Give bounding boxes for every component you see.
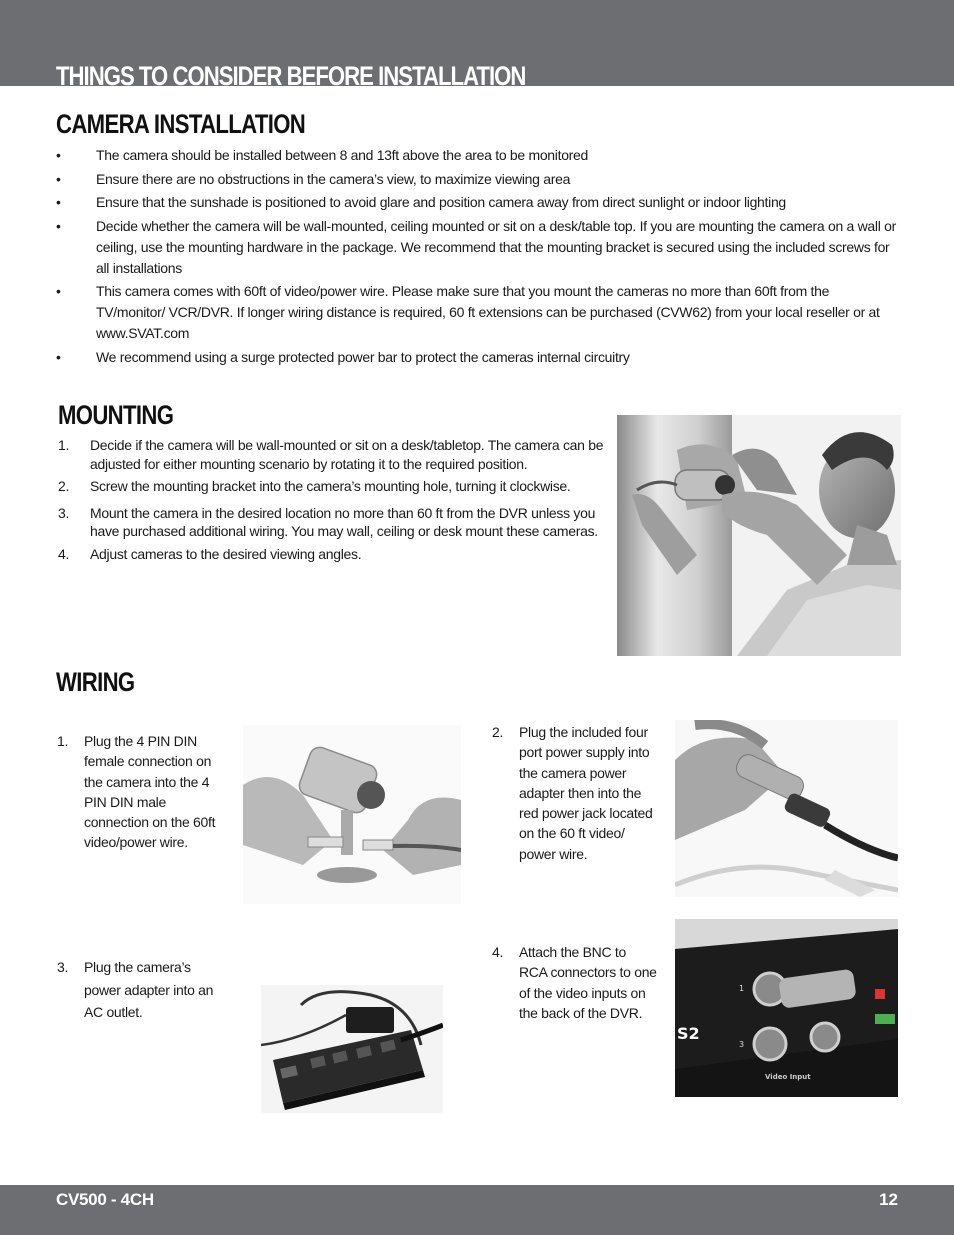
wiring-step-4: 4. Attach the BNC to RCA connectors to one of the video inputs on the back of the DVR. [492, 944, 657, 1021]
wiring-step-3: 3. Plug the camera’s power adapter into an AC outlet. [57, 959, 214, 1020]
list-item: • This camera comes with 60ft of video/power wire. Please make sure that you mount the cameras no more than 60ft from the TV/monitor/ VCR/DVR. If longer wiring distance is required, 60 ft extensions can be purchased (CVW62) from your local reseller or at www.SVAT.com [56, 283, 880, 341]
list-item: • Ensure there are no obstructions in the camera’s view, to maximize viewing area [56, 170, 571, 187]
mounting-steps [58, 436, 613, 567]
list-item: 4. Adjust cameras to the desired viewing angles. [58, 545, 362, 562]
list-item: • The camera should be installed between 8 and 13ft above the area to be monitored [56, 147, 589, 163]
page-number: 12 [879, 1190, 898, 1209]
list-item: • We recommend using a surge protected power bar to protect the cameras internal circuitry [56, 348, 630, 365]
mounting-heading: MOUNTING [58, 400, 174, 430]
power-jack-photo [675, 720, 898, 897]
dvr-port-1-label: 1 [739, 984, 745, 993]
list-item: • Ensure that the sunshade is positioned to avoid glare and position camera away from direct sunlight or indoor lighting [56, 194, 786, 210]
camera-installation-heading: CAMERA INSTALLATION [56, 109, 306, 139]
wiring-heading: WIRING [56, 667, 135, 697]
list-item: • Decide whether the camera will be wall-mounted, ceiling mounted or sit on a desk/table top. If you are mounting the camera on a wall or ceiling, use the mounting hardware in the package. We recommend that the mounting bracket is secured using the included screws for all installations [56, 217, 896, 276]
list-item: 3. Mount the camera in the desired location no more than 60 ft from the DVR unless you have purchased additional wiring. You may wall, ceiling or desk mount these cameras. [58, 504, 598, 539]
list-item: 2. Screw the mounting bracket into the camera’s mounting hole, turning it clockwise. [58, 478, 571, 494]
wiring-step-1: 1. Plug the 4 PIN DIN female connection on the camera into the 4 PIN DIN male connection on the 60ft video/power wire. [57, 733, 216, 851]
wiring-step-2: 2. Plug the included four port power supply into the camera power adapter then into the red power jack located on the 60 ft video/ power wire. [492, 724, 653, 862]
dvr-video-input-label: Video Input [765, 1073, 811, 1081]
dvr-back-photo [675, 919, 898, 1097]
mounting-photo [617, 415, 901, 656]
dvr-port-3-label: 3 [739, 1040, 745, 1049]
footer-model: CV500 - 4CH [56, 1190, 154, 1209]
power-bar-photo [261, 985, 443, 1113]
dvr-model-badge: S2 [677, 1024, 700, 1043]
page-title: THINGS TO CONSIDER BEFORE INSTALLATION [56, 61, 526, 91]
list-item: 1. Decide if the camera will be wall-mounted or sit on a desk/tabletop. The camera can be adjusted for either mounting scenario by rotating it to the required position. [58, 437, 604, 472]
camera-installation-list [56, 145, 896, 370]
din-connector-photo [243, 725, 461, 904]
